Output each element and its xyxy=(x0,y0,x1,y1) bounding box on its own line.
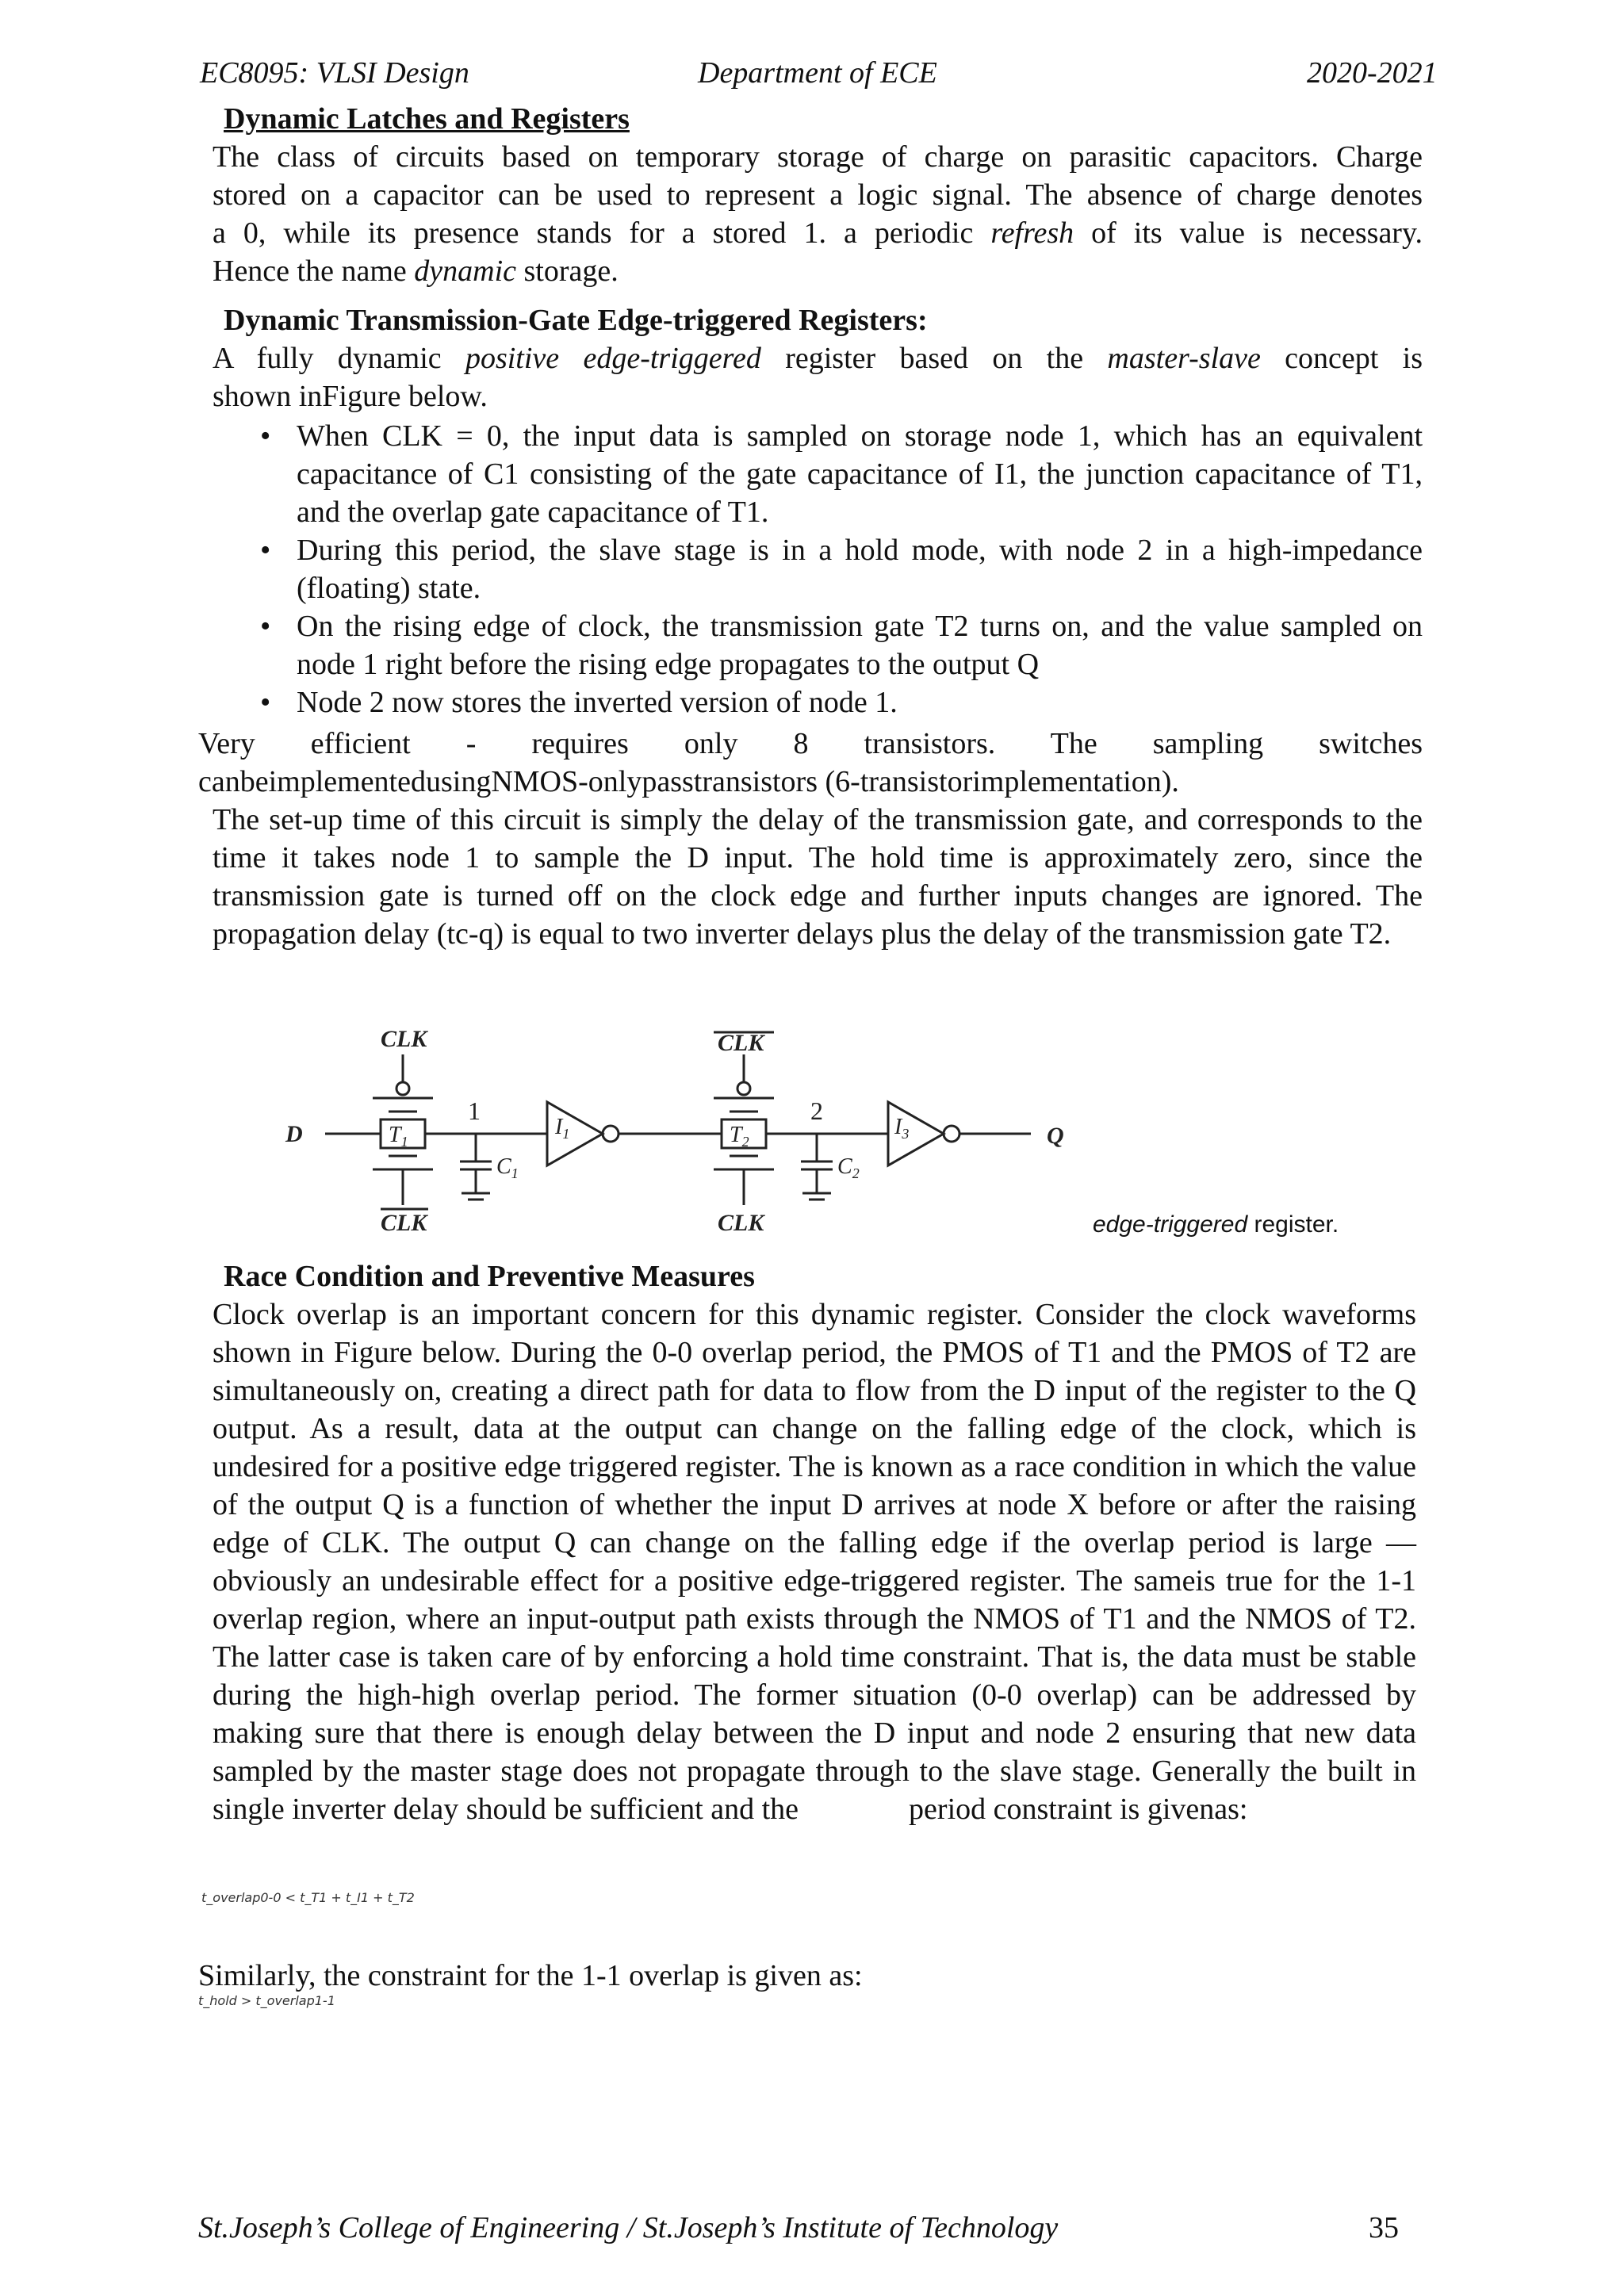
i3-label: $I_3$ xyxy=(894,1115,910,1142)
paragraph-setup-hold: The set-up time of this circuit is simply the delay of the transmission gate, and corresponds to the time it takes node 1 to sample the D input. The hold time is approximately zero, since the transmission gate is turned off on the clock edge and further inputs changes are ignored. The propagation delay (tc-q) is equal to two inverter delays plus the delay of the transmission gate T2. xyxy=(213,803,1423,951)
text-line: Very efficient - requires only 8 transistors. The sampling switches xyxy=(198,727,1423,760)
equation-overlap-00: t_overlap0-0 < t_T1 + t_I1 + t_T2 xyxy=(201,1890,415,1905)
text-line: stored on a capacitor can be used to represent a logic signal. The absence of charge denotes xyxy=(213,178,1423,212)
text-line: a 0, while its presence stands for a stored 1. a periodic refresh of its value is necessary. xyxy=(213,216,1423,250)
node-1-label: 1 xyxy=(468,1096,481,1125)
header-course: EC8095: VLSI Design xyxy=(200,56,469,90)
bullet-item-1: • When CLK = 0, the input data is sampled on storage node 1, which has an equivalent capacitance of C1 consisting of the gate capacitance of I1, the junction capacitance of T1, and the overlap gate capacitance of T1. xyxy=(297,417,1423,531)
header-department: Department of ECE xyxy=(698,56,937,90)
paragraph-tg-intro xyxy=(213,339,1423,415)
text-line: A fully dynamic positive edge-triggered register based on the master-slave concept is xyxy=(213,342,1423,375)
clk-label-bottom-2: CLK xyxy=(718,1210,764,1236)
text-line: canbeimplementedusingNMOS-onlypasstransistors (6-transistorimplementation). xyxy=(198,765,1179,798)
i1-label: $I_1$ xyxy=(555,1115,570,1142)
q-output-label: Q xyxy=(1047,1123,1064,1149)
header-year: 2020-2021 xyxy=(1307,56,1438,90)
page-number: 35 xyxy=(1369,2211,1399,2244)
bullet-item-4: • Node 2 now stores the inverted version of node 1. xyxy=(297,683,1423,721)
clk-label-top-1: CLK xyxy=(381,1026,427,1052)
equation-hold-11: t_hold > t_overlap1-1 xyxy=(198,1993,335,2008)
text-line: The class of circuits based on temporary storage of charge on parasitic capacitors. Charge xyxy=(213,140,1423,174)
d-input-label: D xyxy=(285,1121,303,1147)
c1-label: $C_1$ xyxy=(496,1154,519,1181)
figure-caption: edge-triggered register. xyxy=(1093,1211,1339,1238)
paragraph-efficiency xyxy=(198,725,1423,801)
bullet-item-2: • During this period, the slave stage is in a hold mode, with node 2 in a high-impedance (floating) state. xyxy=(297,531,1423,607)
section-title-race-condition: Race Condition and Preventive Measures xyxy=(224,1260,755,1293)
paragraph-similarly: Similarly, the constraint for the 1-1 overlap is given as: xyxy=(198,1959,863,1992)
bullet-icon: • xyxy=(260,610,271,643)
text-line: Hence the name dynamic storage. xyxy=(213,254,619,288)
paragraph-race-condition: Clock overlap is an important concern for this dynamic register. Consider the clock waveforms shown in Figure below. During the 0-0 overlap period, the PMOS of T1 and the PMOS of T2 are simultaneously on, creating a direct path for data to flow from the D input of the register to the Q output. As a result, data at the output can change on the falling edge of the clock, which is undesired for a positive edge triggered register. The is known as a race condition in which the value of the output Q is a function of whether the input D arrives at node X before or after the raising edge of CLK. The output Q can change on the falling edge if the overlap period is large — obviously an undesirable effect for a positive edge-triggered register. The sameis true for the 1-1 overlap region, where an input-output path exists through the NMOS of T1 and the NMOS of T2. The latter case is taken care of by enforcing a hold time constraint. That is, the data must be stable during the high-high overlap period. The former situation (0-0 overlap) can be addressed by making sure that there is enough delay between the D input and node 2 ensuring that new data sampled by the master stage does not propagate through to the slave stage. Generally the built in single inverter delay should be sufficient and the period constraint is givenas: xyxy=(213,1298,1416,1826)
bullet-icon: • xyxy=(260,686,271,719)
section-title-tg-registers: Dynamic Transmission-Gate Edge-triggered Registers: xyxy=(224,304,928,337)
footer-college: St.Joseph’s College of Engineering / St.Joseph’s Institute of Technology xyxy=(198,2211,1059,2244)
bullet-icon: • xyxy=(260,534,271,567)
bullet-icon: • xyxy=(260,419,271,453)
paragraph-dynamic-intro xyxy=(213,138,1423,290)
text-line: shown inFigure below. xyxy=(213,380,488,413)
t2-label: $T_2$ xyxy=(730,1123,749,1150)
clk-label-bottom-1: CLK xyxy=(381,1210,427,1236)
bullet-item-3: • On the rising edge of clock, the transmission gate T2 turns on, and the value sampled on node 1 right before the rising edge propagates to the output Q xyxy=(297,607,1423,683)
t1-label: $T_1$ xyxy=(389,1123,408,1150)
c2-label: $C_2$ xyxy=(837,1154,860,1181)
section-title-dynamic-latches: Dynamic Latches and Registers xyxy=(224,102,630,136)
clk-label-top-2: CLK xyxy=(718,1030,764,1056)
node-2-label: 2 xyxy=(810,1096,823,1125)
